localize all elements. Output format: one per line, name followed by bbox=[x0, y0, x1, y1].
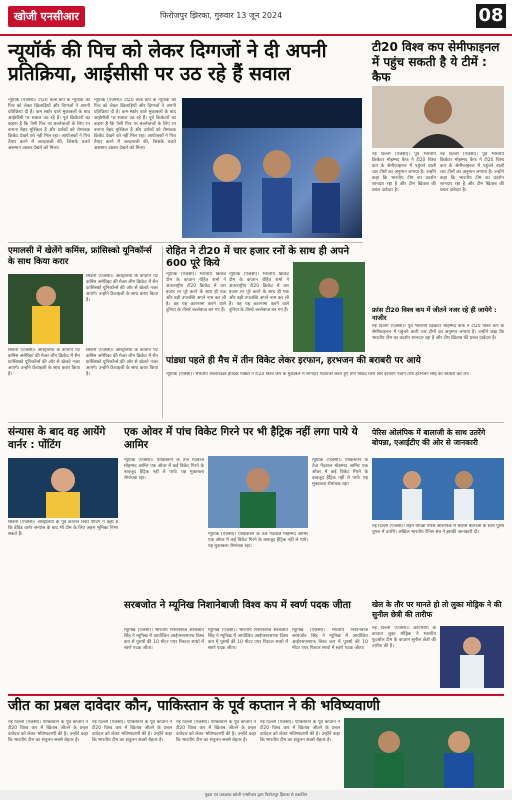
shooting-body-col1: म्यूनिख (एजेंसी)। भारतीय निशानेबाज सरबजोत सिंह ने म्यूनिख में आयोजित आईएसएसएफ विश्व कप में पुरुषों की 10 मीटर एयर पिस्टल स्पर्धा में स्वर्ण पदक जीता। bbox=[124, 628, 204, 651]
warner-headline: संन्यास के बाद वह आयेंगे वार्नर : पोंटिंग bbox=[8, 426, 106, 451]
page-number: 08 bbox=[476, 4, 506, 28]
kaif-body-col2: नई दिल्ली (एजेंसी)। पूर्व भारतीय क्रिकेटर मोहम्मद कैफ ने टी20 विश्व कप के सेमीफाइनल में पहुंचने वाली चार टीमों का अनुमान लगाया है। उन्होंने कहा कि भारतीय टीम का प्रदर्शन शानदार रहा है और टीम खिताब की प्रबल दावेदार है। bbox=[440, 152, 504, 193]
finale-body-col1: नई दिल्ली (एजेंसी)। पाकिस्तान के पूर्व कप्तान ने टी20 विश्व कप में खिताब जीतने के प्रबल दावेदार को लेकर भविष्यवाणी की है। उन्होंने कहा कि भारतीय टीम का संतुलन सबसे बेहतर है। bbox=[8, 720, 88, 743]
lead-body-col1: न्यूयॉर्क (एजेंसी)। टी20 वर्ल्ड कप के न्यूयॉर्क की पिच को लेकर खिलाड़ियों और दिग्गजों ने अपनी प्रतिक्रिया दी है। कम स्कोर वाले मुकाबलों के बाद आईसीसी पर सवाल उठ रहे हैं। पूर्व क्रिकेटरों का कहना है कि ऐसी पिच पर बल्लेबाजों के लिए रन बनाना बेहद मुश्किल है और दर्शकों को रोमांचक क्रिकेट देखने को नहीं मिल रहा। आयोजकों ने पिच तैयार करने में जल्दबाजी की, जिसके चलते असमान उछाल देखने को मिला। bbox=[8, 98, 90, 151]
divider bbox=[8, 242, 363, 243]
modric-art bbox=[440, 626, 504, 688]
warner-art bbox=[8, 458, 118, 518]
cummins-body-col2: सिडनी (एजेंसी)। ऑस्ट्रेलिया के कप्तान पैट कमिंस अमेरिका की मेजर लीग क्रिकेट में सैन फ्रांसिस्को यूनिकॉर्न्स की ओर से खेलते नजर आएंगे। उन्होंने फ्रेंचाइजी के साथ करार किया है। bbox=[8, 348, 80, 377]
lead-photo bbox=[182, 98, 362, 238]
kaif-body-col1: नई दिल्ली (एजेंसी)। पूर्व भारतीय क्रिकेटर मोहम्मद कैफ ने टी20 विश्व कप के सेमीफाइनल में पहुंचने वाली चार टीमों का अनुमान लगाया है। उन्होंने कहा कि भारतीय टीम का प्रदर्शन शानदार रहा है और टीम खिताब की प्रबल दावेदार है। bbox=[372, 152, 436, 193]
rohit-body-col1: न्यूयॉर्क (एजेंसी)। भारतीय क्रिकेट टीम के कप्तान रोहित शर्मा ने अंतरराष्ट्रीय टी20 क्रिकेट में चार हजार रन पूरे करने के साथ ही एक और बड़ी उपलब्धि अपने नाम कर ली है। वह यह कारनामा करने वाले दुनिया के तीसरे बल्लेबाज बन गए हैं। bbox=[166, 272, 226, 313]
finale-body-col4: नई दिल्ली (एजेंसी)। पाकिस्तान के पूर्व कप्तान ने टी20 विश्व कप में खिताब जीतने के प्रबल दावेदार को लेकर भविष्यवाणी की है। उन्होंने कहा कि भारतीय टीम का संतुलन सबसे बेहतर है। bbox=[260, 720, 340, 743]
cummins-body-col3: सिडनी (एजेंसी)। ऑस्ट्रेलिया के कप्तान पैट कमिंस अमेरिका की मेजर लीग क्रिकेट में सैन फ्रांसिस्को यूनिकॉर्न्स की ओर से खेलते नजर आएंगे। उन्होंने फ्रेंचाइजी के साथ करार किया है। bbox=[86, 348, 158, 377]
shooting-body-col3: म्यूनिख (एजेंसी)। भारतीय निशानेबाज सरबजोत सिंह ने म्यूनिख में आयोजित आईएसएसएफ विश्व कप में पुरुषों की 10 मीटर एयर पिस्टल स्पर्धा में स्वर्ण पदक जीता। bbox=[292, 628, 368, 651]
amir-art bbox=[208, 456, 308, 528]
modric-headline: खेल के तौर पर मानते हो तो लुका मोड्रिक ने की सुनील छेत्री की तारीफ bbox=[372, 600, 502, 619]
lead-headline: न्यूयॉर्क की पिच को लेकर दिग्गजों ने दी अपनी प्रतिक्रिया, आईसीसी पर उठ रहे हैं सवाल bbox=[8, 40, 327, 85]
modric-photo bbox=[440, 626, 504, 688]
cummins-body-col1: सिडनी (एजेंसी)। ऑस्ट्रेलिया के कप्तान पैट कमिंस अमेरिका की मेजर लीग क्रिकेट में सैन फ्रांसिस्को यूनिकॉर्न्स की ओर से खेलते नजर आएंगे। उन्होंने फ्रेंचाइजी के साथ करार किया है। bbox=[86, 274, 158, 303]
rohit-photo bbox=[293, 262, 365, 352]
lead-body-col2: न्यूयॉर्क (एजेंसी)। टी20 वर्ल्ड कप के न्यूयॉर्क की पिच को लेकर खिलाड़ियों और दिग्गजों ने अपनी प्रतिक्रिया दी है। कम स्कोर वाले मुकाबलों के बाद आईसीसी पर सवाल उठ रहे हैं। पूर्व क्रिकेटरों का कहना है कि ऐसी पिच पर बल्लेबाजों के लिए रन बनाना बेहद मुश्किल है और दर्शकों को रोमांचक क्रिकेट देखने को नहीं मिल रहा। आयोजकों ने पिच तैयार करने में जल्दबाजी की, जिसके चलते असमान उछाल देखने को मिला। bbox=[94, 98, 176, 151]
pandya-body: न्यूयॉर्क (एजेंसी)। भारतीय ऑलराउंडर हार्दिक पांड्या ने टी20 विश्व कप के मुकाबले में शानदार गेंदबाजी करते हुए तीन विकेट लिये और इरफान पठान तथा हरभजन सिंह की बराबरी कर ली। bbox=[166, 372, 470, 377]
shooting-body-col2: म्यूनिख (एजेंसी)। भारतीय निशानेबाज सरबजोत सिंह ने म्यूनिख में आयोजित आईएसएसएफ विश्व कप में पुरुषों की 10 मीटर एयर पिस्टल स्पर्धा में स्वर्ण पदक जीता। bbox=[208, 628, 288, 651]
finale-body-col2: नई दिल्ली (एजेंसी)। पाकिस्तान के पूर्व कप्तान ने टी20 विश्व कप में खिताब जीतने के प्रबल दावेदार को लेकर भविष्यवाणी की है। उन्होंने कहा कि भारतीय टीम का संतुलन सबसे बेहतर है। bbox=[92, 720, 172, 743]
paris-headline: पेरिस ओलंपिक में बालाजी के साथ उतरेंगे बोपन्ना, एआईटीए की ओर से जानकारी bbox=[372, 428, 486, 447]
cummins-headline: एमालसी में खेलेंगे कमिंस, फ्रांसिस्को यूनिकॉर्न्स के साथ किया करार bbox=[8, 246, 152, 267]
kaif-headline: टी20 विश्व कप सेमीफाइनल में पहुंच सकती है ये टीमें : कैफ bbox=[372, 40, 500, 84]
amir-body-col2: न्यूयॉर्क (एजेंसी)। पाकिस्तान के तेज गेंदबाज मोहम्मद आमिर एक ओवर में कई विकेट गिरने के बावजूद हैट्रिक नहीं ले पाये। यह मुकाबला रोमांचक रहा। bbox=[208, 532, 308, 549]
divider bbox=[8, 694, 504, 696]
warner-photo bbox=[8, 458, 118, 518]
amir-photo bbox=[208, 456, 308, 528]
rohit-headline: रोहित ने टी20 में चार हजार रनों के साथ ही अपने 600 पूरे किये bbox=[166, 246, 350, 269]
divider bbox=[8, 422, 504, 423]
lead-photo-art bbox=[182, 98, 362, 238]
nazir-headline: फ्रांस टी20 विश्व कप में जीतने नजर रहे ही जायेगे : नाजीर bbox=[372, 306, 497, 322]
pandya-headline: पांड्या पहले ही मैच में तीन विकेट लेकर इरफान, हरभजन की बराबरी पर आये bbox=[166, 356, 421, 366]
finale-photo bbox=[344, 718, 504, 788]
paris-photo bbox=[372, 458, 504, 520]
amir-body-col1: न्यूयॉर्क (एजेंसी)। पाकिस्तान के तेज गेंदबाज मोहम्मद आमिर एक ओवर में कई विकेट गिरने के बावजूद हैट्रिक नहीं ले पाये। यह मुकाबला रोमांचक रहा। bbox=[124, 458, 204, 481]
shooting-headline: सरबजोत ने म्यूनिख निशानेबाजी विश्व कप में स्वर्ण पदक जीता bbox=[124, 600, 351, 611]
cummins-art bbox=[8, 274, 83, 344]
kaif-photo bbox=[372, 86, 504, 148]
rohit-body-col2: न्यूयॉर्क (एजेंसी)। भारतीय क्रिकेट टीम के कप्तान रोहित शर्मा ने अंतरराष्ट्रीय टी20 क्रिकेट में चार हजार रन पूरे करने के साथ ही एक और बड़ी उपलब्धि अपने नाम कर ली है। वह यह कारनामा करने वाले दुनिया के तीसरे बल्लेबाज बन गए हैं। bbox=[229, 272, 289, 313]
amir-headline: एक ओवर में पांच विकेट गिरने पर भी हैट्रिक नहीं लगा पाये ये आमिर bbox=[124, 426, 358, 451]
finale-body-col3: नई दिल्ली (एजेंसी)। पाकिस्तान के पूर्व कप्तान ने टी20 विश्व कप में खिताब जीतने के प्रबल दावेदार को लेकर भविष्यवाणी की है। उन्होंने कहा कि भारतीय टीम का संतुलन सबसे बेहतर है। bbox=[176, 720, 256, 743]
warner-body: सिडनी (एजेंसी)। ऑस्ट्रेलिया के पूर्व कप्तान रिकी पोंटिंग ने कहा है कि डेविड वार्नर संन्यास के बाद भी टीम के लिए अहम भूमिका निभा सकते हैं। bbox=[8, 520, 118, 537]
finale-art bbox=[344, 718, 504, 788]
modric-body: नई दिल्ली (एजेंसी)। क्रोएशिया के कप्तान लुका मोड्रिक ने भारतीय फुटबॉल टीम के कप्तान सुनील छेत्री की तारीफ की है। bbox=[372, 626, 436, 649]
paris-body: नई दिल्ली (एजेंसी)। रोहन बोपन्ना पेरिस ओलंपिक में श्रीराम बालाजी के साथ पुरुष युगल में उतरेंगे। अखिल भारतीय टेनिस संघ ने इसकी जानकारी दी। bbox=[372, 524, 504, 535]
date-line: फिरोजपुर झिरका, गुरुवार 13 जून 2024 bbox=[160, 11, 283, 20]
section-tag: खोजी एनसीआर bbox=[8, 6, 85, 27]
paris-art bbox=[372, 458, 504, 520]
cummins-photo bbox=[8, 274, 83, 344]
rohit-art bbox=[293, 262, 365, 352]
amir-body-col3: न्यूयॉर्क (एजेंसी)। पाकिस्तान के तेज गेंदबाज मोहम्मद आमिर एक ओवर में कई विकेट गिरने के बावजूद हैट्रिक नहीं ले पाये। यह मुकाबला रोमांचक रहा। bbox=[312, 458, 368, 487]
footer: मुद्रक एवं प्रकाशक खोजी एनसीआर द्वारा फिरोजपुर झिरका से प्रकाशित bbox=[0, 790, 512, 800]
nazir-body: नई दिल्ली (एजेंसी)। पूर्व भारतीय क्रिकेटर मोहम्मद कैफ ने टी20 विश्व कप के सेमीफाइनल में पहुंचने वाली चार टीमों का अनुमान लगाया है। उन्होंने कहा कि भारतीय टीम का प्रदर्शन शानदार रहा है और टीम खिताब की प्रबल दावेदार है। bbox=[372, 324, 504, 341]
kaif-portrait bbox=[372, 86, 504, 148]
finale-headline: जीत का प्रबल दावेदार कौन, पाकिस्तान के पूर्व कप्तान ने की भविष्यवाणी bbox=[8, 698, 380, 714]
divider bbox=[162, 246, 163, 418]
